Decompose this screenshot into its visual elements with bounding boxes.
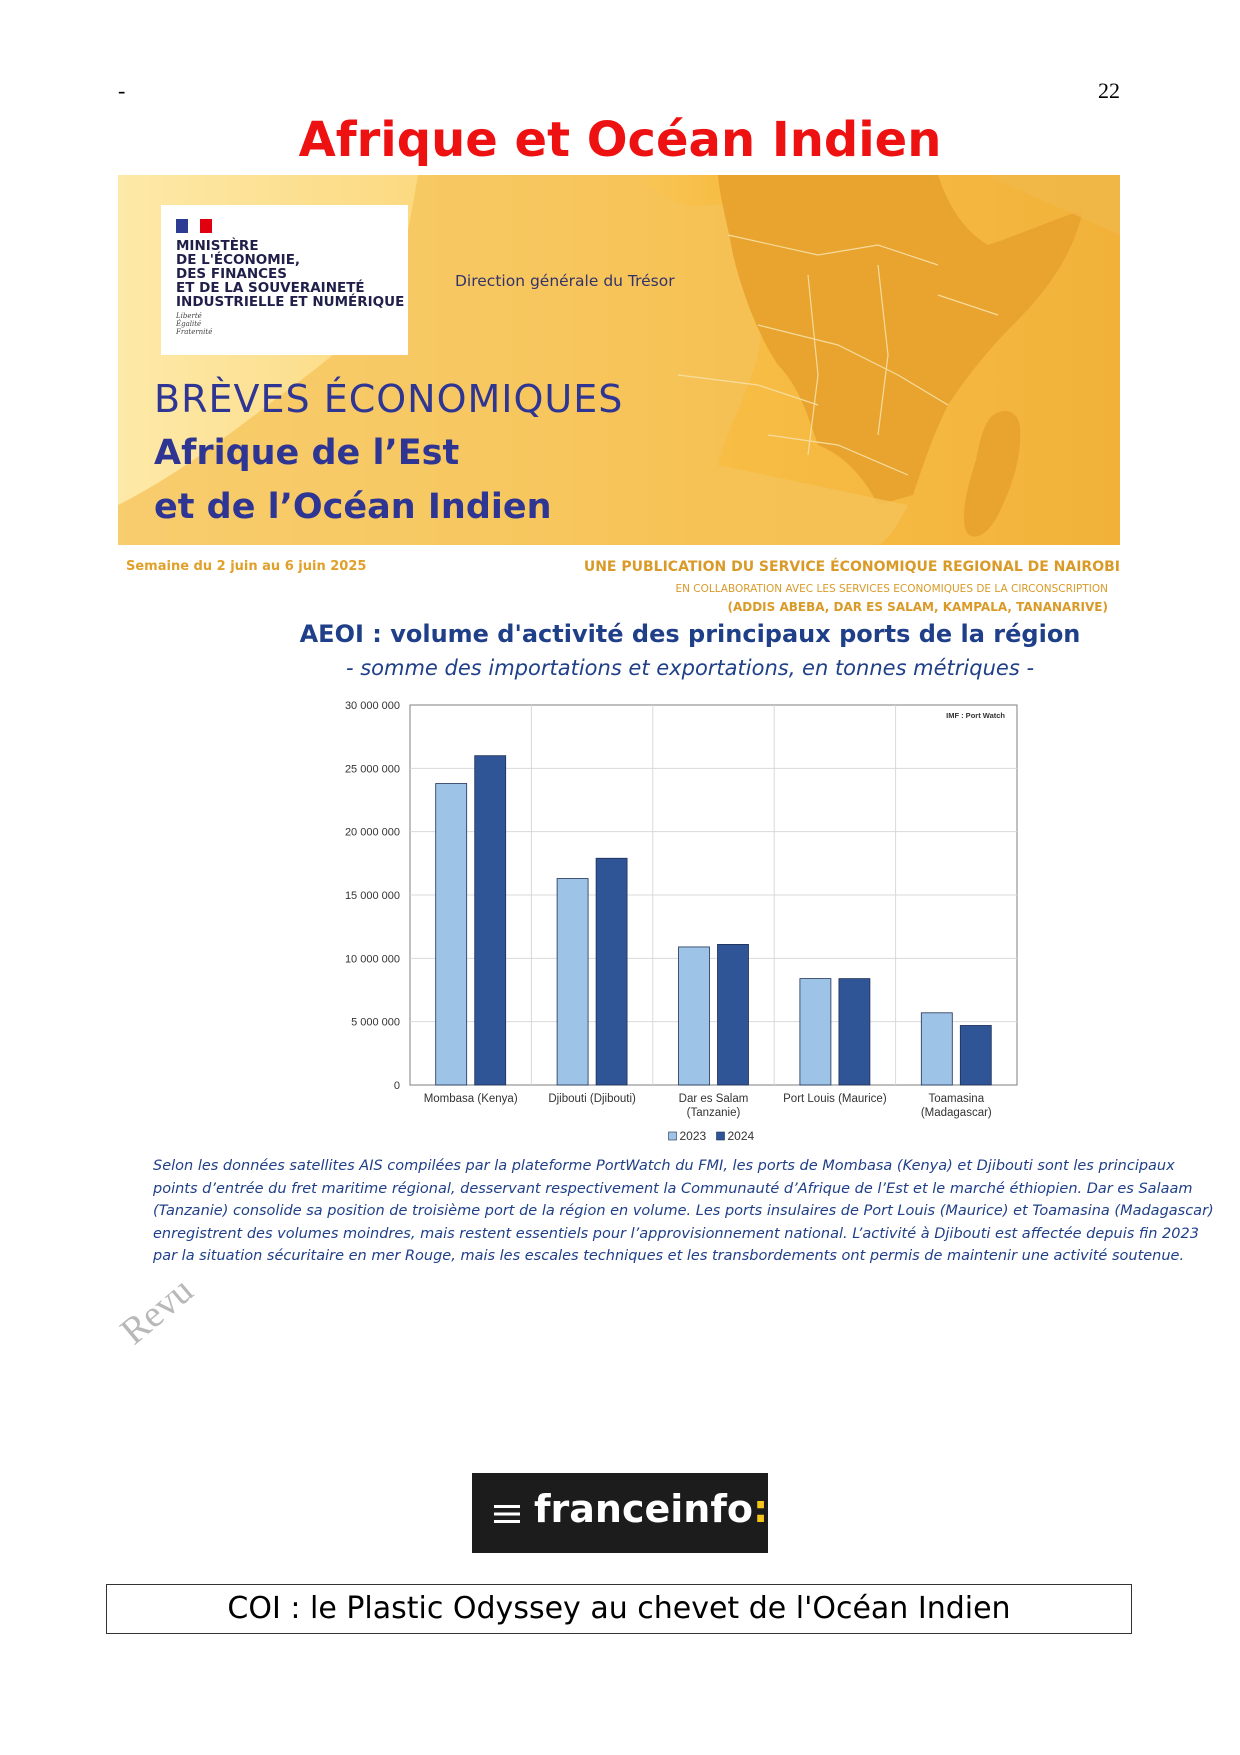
- caption-line: enregistrent des volumes moindres, mais restent essentiels pour l’approvisionnement national. L’activité à Djibouti est affectée depuis fin 2023: [153, 1225, 1199, 1242]
- publication-line3: (ADDIS ABEBA, DAR ES SALAM, KAMPALA, TANANARIVE): [727, 600, 1108, 614]
- page-title: Afrique et Océan Indien: [298, 112, 942, 168]
- y-tick-label: 20 000 000: [344, 826, 400, 839]
- x-tick-label: (Tanzanie): [686, 1107, 741, 1119]
- legend-swatch-2024: [717, 1132, 725, 1140]
- chart-title: AEOI : volume d'activité des principaux ports de la région: [299, 620, 1081, 648]
- y-tick-label: 5 000 000: [351, 1016, 400, 1029]
- caption-line: points d’entrée du fret maritime régional, desservant respectivement la Communauté d’Afrique de l’Est et le marché éthiopien. Dar es Salaam: [153, 1180, 1193, 1197]
- franceinfo-logo: [472, 1473, 768, 1553]
- y-tick-label: 25 000 000: [344, 763, 400, 776]
- bar-2023: [436, 784, 467, 1085]
- x-tick-label: Toamasina: [928, 1093, 985, 1105]
- legend-label-2024: 2024: [727, 1129, 755, 1143]
- franceinfo-colon: :: [752, 1487, 769, 1531]
- article-title: COI : le Plastic Odyssey au chevet de l'Océan Indien: [106, 1584, 1132, 1634]
- banner-subheading-line1: Afrique de l’Est: [154, 433, 460, 473]
- publication-line1: UNE PUBLICATION DU SERVICE ÉCONOMIQUE REGIONAL DE NAIROBI: [583, 559, 1120, 575]
- page-dash: -: [118, 78, 126, 103]
- caption-line: par la situation sécuritaire en mer Rouge, mais les escales techniques et les transbordements ont permis de maintenir une activité soutenue.: [153, 1248, 1185, 1264]
- franceinfo-wordmark: [534, 1487, 768, 1531]
- caption-line: (Tanzanie) consolide sa position de troisième port de la région en volume. Les ports insulaires de Port Louis (Maurice) et Toamasina (Madagascar): [153, 1203, 1214, 1219]
- banner-subheading-line2: et de l’Océan Indien: [154, 487, 552, 527]
- ports-bar-chart: [320, 700, 1040, 1150]
- x-tick-label: Djibouti (Djibouti): [548, 1093, 636, 1105]
- week-label: Semaine du 2 juin au 6 juin 2025: [126, 559, 367, 574]
- bar-2023: [679, 947, 710, 1085]
- franceinfo-name: franceinfo: [534, 1487, 753, 1531]
- y-tick-label: 15 000 000: [344, 890, 400, 902]
- y-tick-label: 10 000 000: [344, 953, 400, 966]
- bar-2024: [718, 944, 749, 1085]
- bar-2024: [475, 756, 506, 1085]
- chart-source: IMF : Port Watch: [946, 711, 1005, 720]
- breves-economiques-banner: [118, 175, 1120, 617]
- x-tick-label: (Madagascar): [920, 1107, 992, 1119]
- directorate-label: Direction générale du Trésor: [455, 272, 675, 290]
- ministry-motto: Liberté Égalité Fraternité: [176, 312, 213, 336]
- banner-heading: BRÈVES ÉCONOMIQUES: [154, 377, 624, 421]
- bar-2024: [596, 858, 627, 1085]
- marianne-flag-icon: [176, 219, 212, 233]
- caption-line: Selon les données satellites AIS compilées par la plateforme PortWatch du FMI, les ports de Mombasa (Kenya) et Djibouti sont les principaux: [153, 1158, 1175, 1174]
- page-number: 22: [1098, 78, 1120, 103]
- x-tick-label: Mombasa (Kenya): [423, 1093, 518, 1105]
- menu-icon: [494, 1503, 520, 1525]
- x-tick-label: Dar es Salam: [678, 1093, 749, 1105]
- bar-2024: [960, 1025, 991, 1085]
- legend-swatch-2023: [669, 1132, 677, 1140]
- legend-label-2023: 2023: [679, 1129, 707, 1143]
- bar-2024: [839, 979, 870, 1085]
- y-tick-label: 0: [393, 1080, 400, 1092]
- ministry-logo: [161, 205, 408, 355]
- chart-subtitle: - somme des importations et exportations, en tonnes métriques -: [345, 656, 1035, 680]
- y-tick-label: 30 000 000: [344, 700, 400, 712]
- x-tick-label: Port Louis (Maurice): [783, 1093, 887, 1105]
- ministry-name: MINISTÈRE DE L'ÉCONOMIE, DES FINANCES ET DE LA SOUVERAINETÉ INDUSTRIELLE ET NUMÉRIQUE: [176, 238, 405, 310]
- bar-2023: [557, 879, 588, 1085]
- chart-caption: [153, 1155, 1214, 1268]
- bar-2023: [800, 979, 831, 1085]
- bar-2023: [921, 1013, 952, 1085]
- publication-line2: EN COLLABORATION AVEC LES SERVICES ECONOMIQUES DE LA CIRCONSCRIPTION: [675, 583, 1108, 595]
- watermark: Revu: [112, 1269, 202, 1353]
